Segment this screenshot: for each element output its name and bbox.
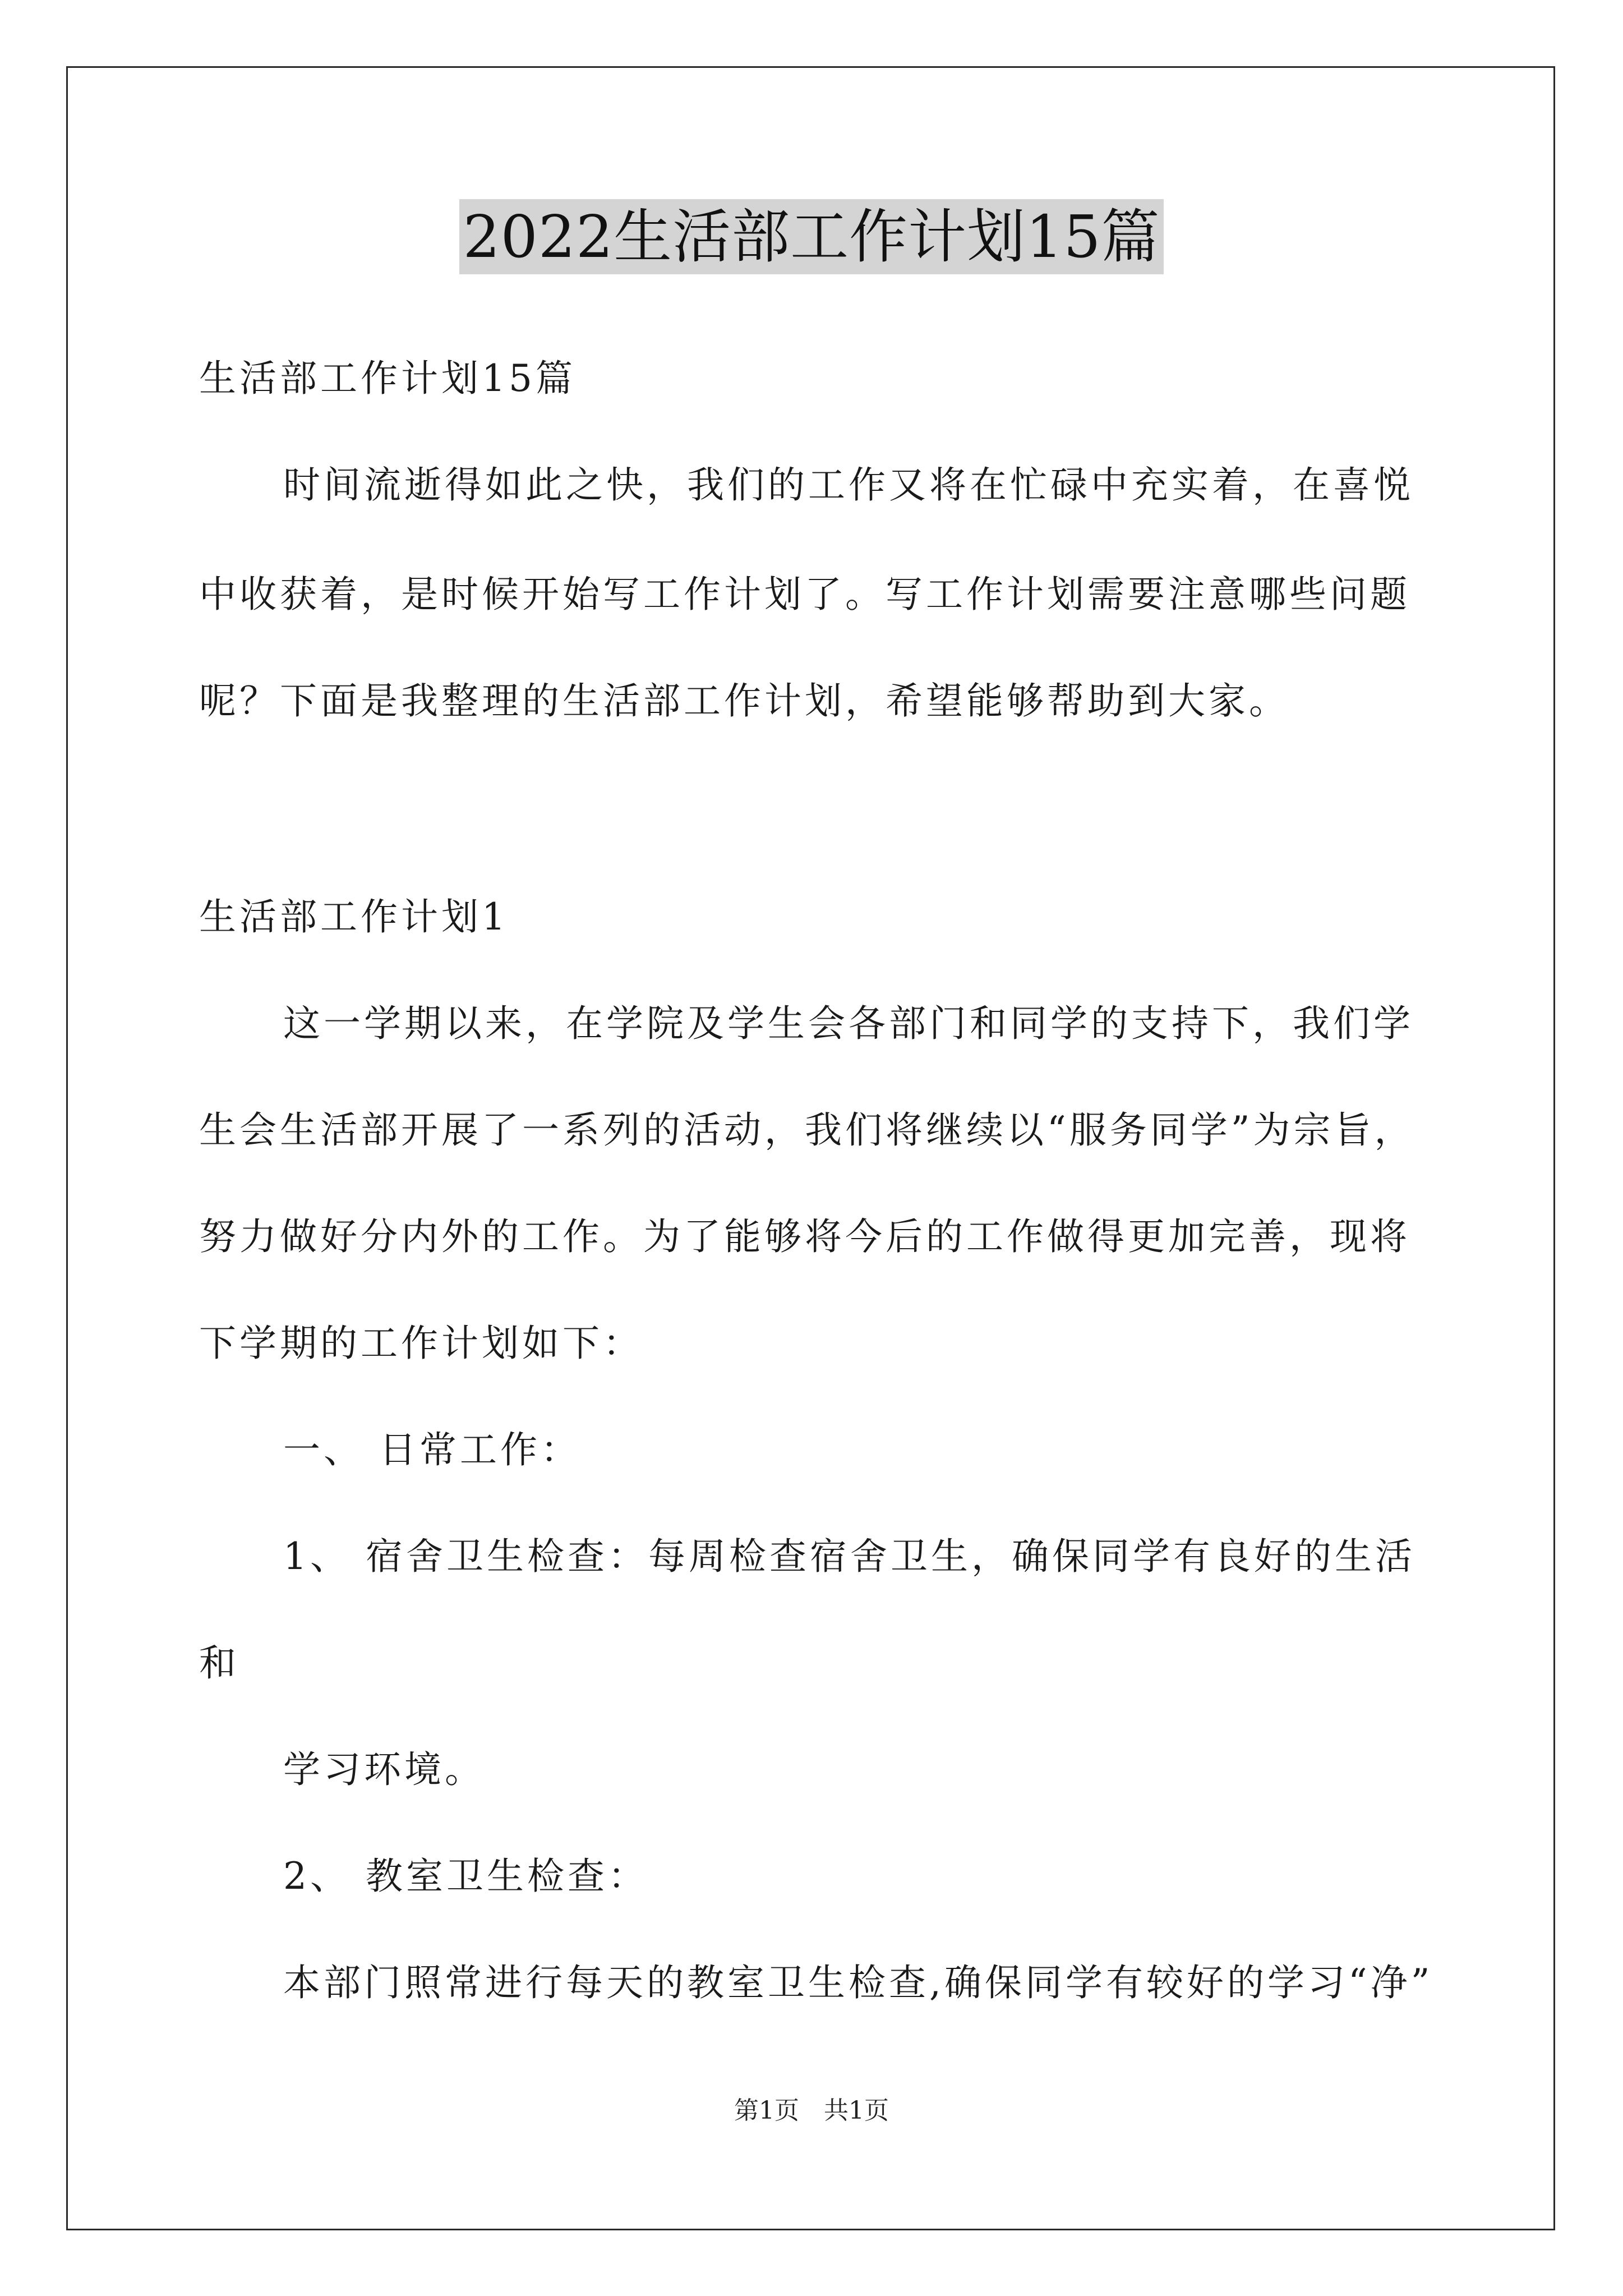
- list-heading-daily-work: 一、 日常工作：: [283, 1428, 581, 1471]
- intro-paragraph-line-2: 中收获着，是时候开始写工作计划了。写工作计划需要注意哪些问题: [199, 573, 1410, 616]
- section-paragraph-line-4: 下学期的工作计划如下：: [199, 1322, 643, 1365]
- list-item-1-line-1: 1、 宿舍卫生检查：每周检查宿舍卫生，确保同学有良好的生活: [283, 1535, 1415, 1578]
- section-paragraph-line-2: 生会生活部开展了一系列的活动，我们将继续以“服务同学”为宗旨，: [199, 1108, 1415, 1152]
- title-block: [0, 199, 1623, 274]
- intro-paragraph-line-3: 呢？下面是我整理的生活部工作计划，希望能够帮助到大家。: [199, 679, 1289, 723]
- section-paragraph-line-1: 这一学期以来，在学院及学生会各部门和同学的支持下，我们学: [283, 1002, 1414, 1045]
- section-paragraph-line-3: 努力做好分内外的工作。为了能够将今后的工作做得更加完善，现将: [199, 1215, 1410, 1258]
- document-title: 2022生活部工作计划15篇: [459, 199, 1163, 274]
- list-item-1-line-3: 学习环境。: [283, 1748, 485, 1791]
- intro-paragraph-line-1: 时间流逝得如此之快，我们的工作又将在忙碌中充实着，在喜悦: [283, 463, 1414, 507]
- list-item-1-line-2: 和: [199, 1641, 239, 1685]
- section-heading: 生活部工作计划1: [199, 895, 509, 938]
- page-footer: 第1页 共1页: [734, 2096, 889, 2125]
- list-item-2-line-1: 本部门照常进行每天的教室卫生检查,确保同学有较好的学习“净”: [283, 1961, 1433, 2004]
- subtitle-line: 生活部工作计划15篇: [199, 357, 576, 400]
- list-item-2-heading: 2、 教室卫生检查：: [283, 1855, 648, 1898]
